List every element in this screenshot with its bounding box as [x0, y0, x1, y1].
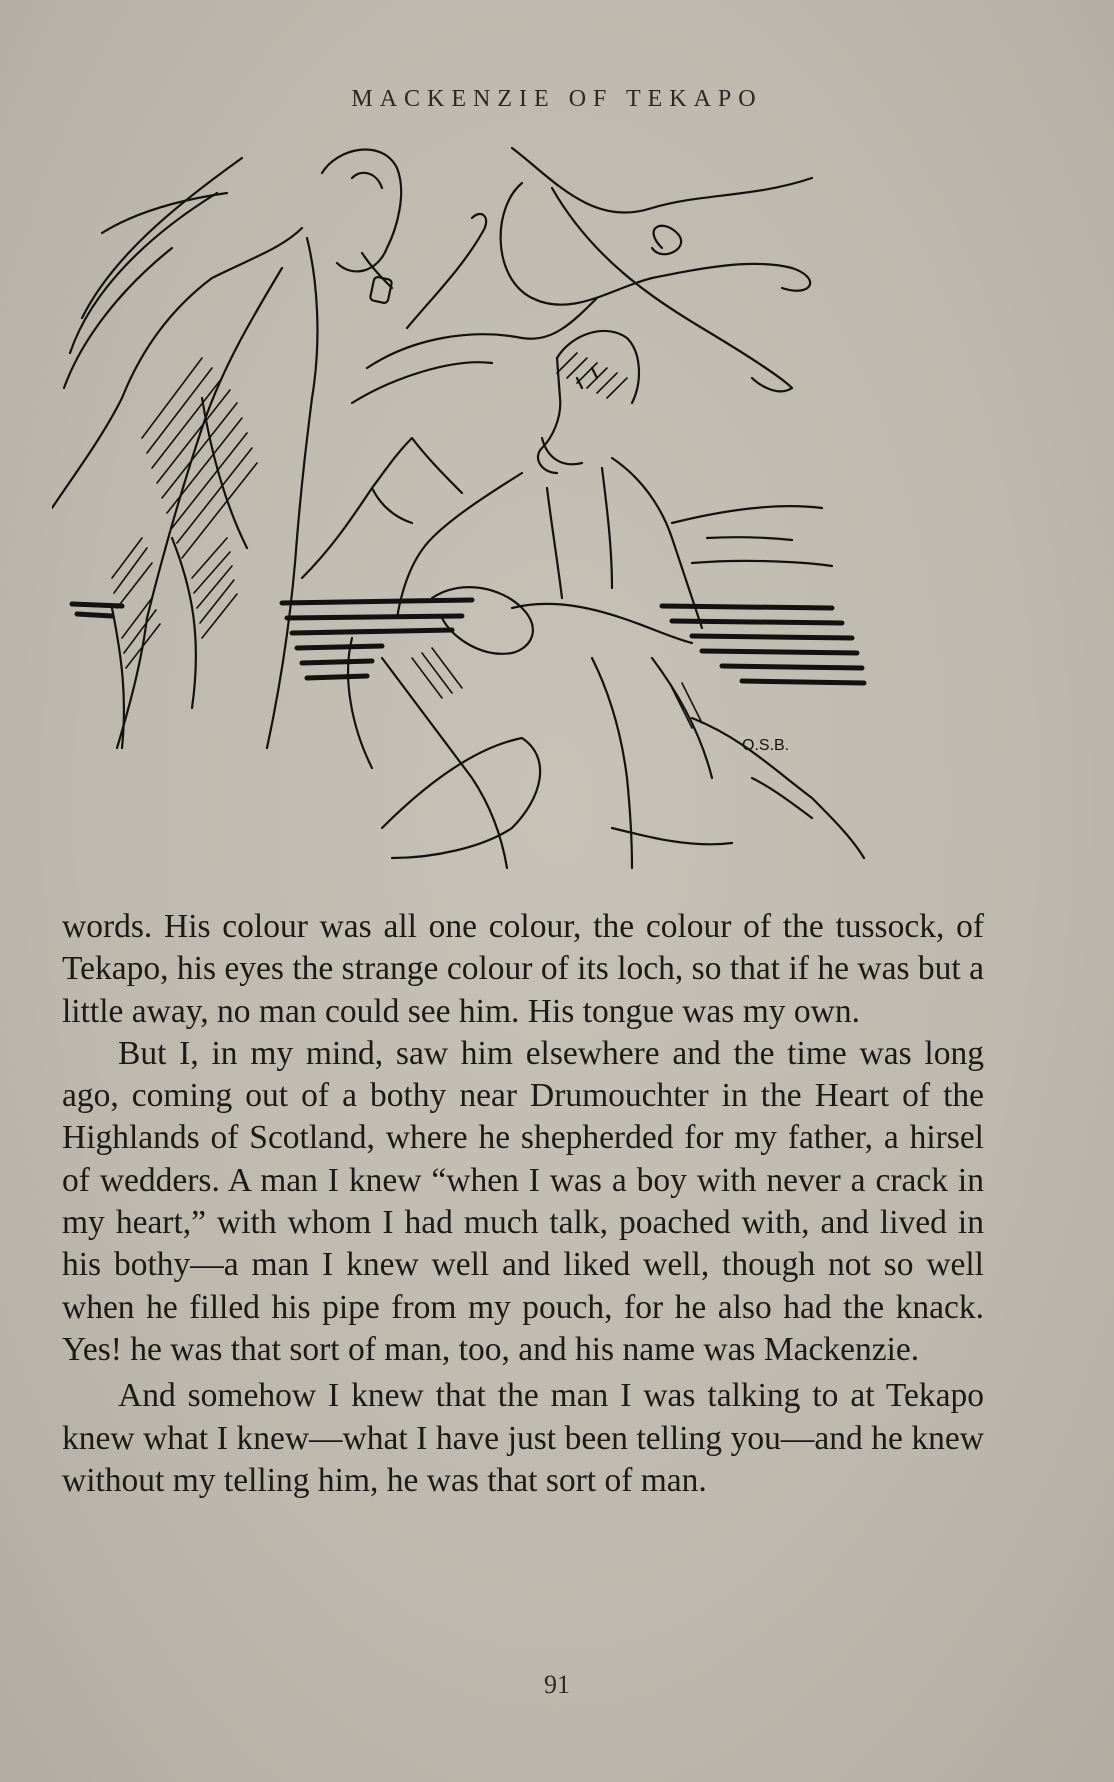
- page-number: 91: [544, 1670, 570, 1699]
- pen-ink-illustration: [52, 138, 982, 890]
- cloud-swirl-right: [512, 148, 812, 213]
- paragraph-3: And somehow I knew that the man I was talking to at Tekapo knew what I knew—what I have just been telling you—and he knew without my telling him, he was that sort of man.: [62, 1377, 984, 1499]
- running-head: MACKENZIE OF TEKAPO: [351, 86, 763, 112]
- lake-water: [72, 600, 864, 683]
- foreground-rocks: [382, 738, 540, 858]
- paragraph-2: But I, in my mind, saw him elsewhere and the time was long ago, coming out of a bothy near Drumouchter in the Heart of the Highlands of Scotland, where he shepherded for my father, a hirsel of wedders. A man I knew “when I was a boy with never a crack in my heart,” with whom I had much talk, poached with, and lived in his bothy—a man I knew well and liked well, though not so well when he filled his pipe from my pouch, for he also had the knack. Yes! he was that sort of man, too, and his name was Mackenzie.: [62, 1034, 984, 1368]
- wind-swirl-left: [82, 158, 242, 318]
- pipe: [370, 276, 393, 303]
- mountains: [302, 438, 462, 578]
- paragraph-1: words. His colour was all one colour, the colour of the tussock, of Tekapo, his eyes the strange colour of its loch, so that if he was but a little away, no man could see him. His tongue was my own.: [62, 908, 984, 1030]
- illustrator-signature: O.S.B.: [742, 737, 790, 754]
- body-text: [62, 906, 984, 1502]
